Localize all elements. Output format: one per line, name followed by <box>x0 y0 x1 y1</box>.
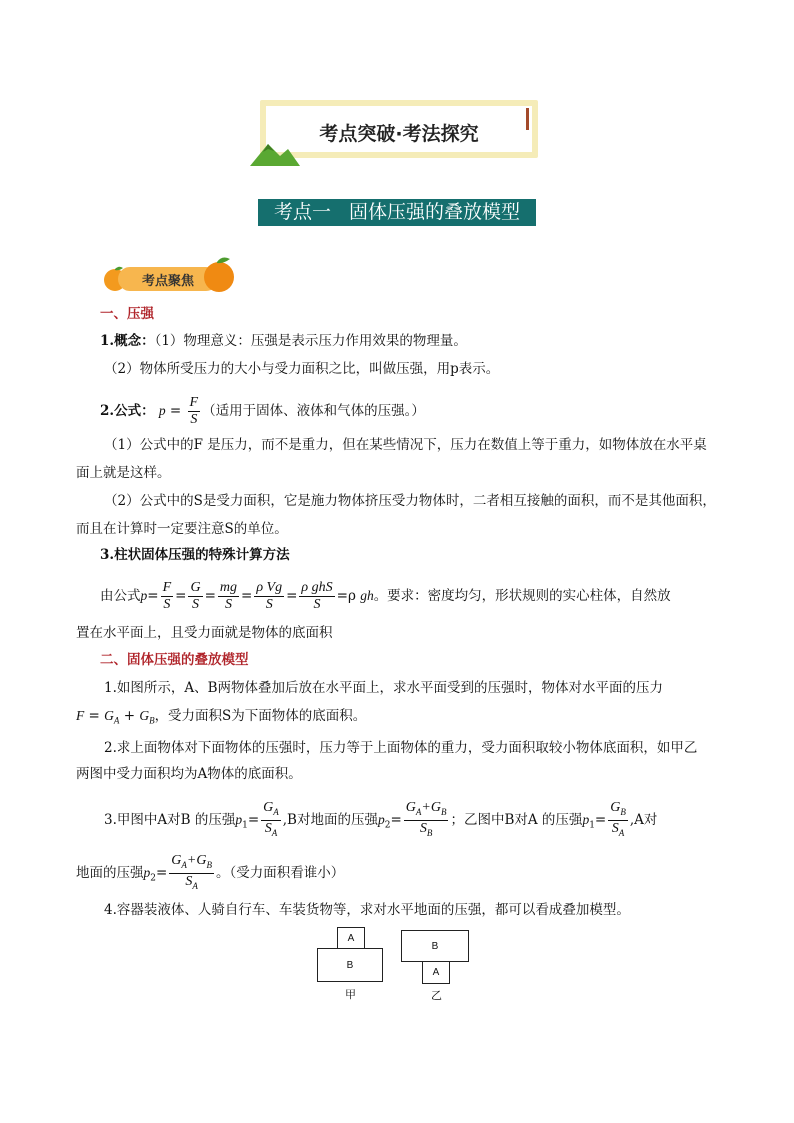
item3-line-a: 3.甲图中A对B 的压强$p_1=$ $\frac{G_A}{S_A}$ ,B对地面的压强$p_2=$ $\frac{G_A+G_B}{S_B}$ ；乙图中B对A 的压强$p_1=$ $\frac{G_B}{S_A}$ ,A对 <box>104 800 658 838</box>
item3-text-3: ；乙图中B对A 的压强 <box>450 811 583 828</box>
derive-end: 置在水平面上，且受力面就是物体的底面积 <box>76 625 333 641</box>
part1-heading: 一、压强 <box>100 306 154 322</box>
section-heading: 考点一 固体压强的叠放模型 <box>258 199 536 226</box>
item2-line-b: 两图中受力面积均为A物体的底面积。 <box>76 766 302 782</box>
derive-line: 由公式p= $\frac{F}{S}$ = $\frac{G}{S}$ = $\frac{mg}{S}$ = $\frac{\text{ρ Vg}}{S}$ = $\frac{\text{ρ ghS}}{S}$ =ρ gh。要求：密度均匀，形状规则的实心柱体，自然放 <box>100 580 671 612</box>
section-banner <box>260 100 538 158</box>
orange-icon <box>200 254 238 294</box>
concept-label: 1.概念： <box>100 333 155 349</box>
formula-line: 2.公式： p = $\frac{F}{S}$ （适用于固体、液体和气体的压强。） <box>100 395 425 427</box>
item2-line-a: 2.求上面物体对下面物体的压强时，压力等于上面物体的重力，受力面积取较小物体底面积，如甲乙 <box>104 740 698 756</box>
item3-text-4: ,A对 <box>629 811 658 828</box>
block-a-top: A <box>337 927 365 949</box>
note2-line-a: （2）公式中的S是受力面积，它是施力物体挤压受力物体时，二者相互接触的面积，而不是其他面积， <box>104 493 716 509</box>
item3-text-2: ,B对地面的压强 <box>282 811 378 828</box>
concept-text: （1）物理意义：压强是表示压力作用效果的物理量。 <box>154 333 467 349</box>
block-b-top: B <box>401 930 469 962</box>
concept-line <box>100 331 467 351</box>
block-a-bottom: A <box>422 961 450 984</box>
item1-line-a: 1.如图所示，A、B两物体叠加后放在水平面上，求水平面受到的压强时，物体对水平面的压力 <box>104 680 664 696</box>
derive-suffix: 。要求：密度均匀，形状规则的实心柱体，自然放 <box>373 588 671 604</box>
formula-note: （适用于固体、液体和气体的压强。） <box>202 403 425 419</box>
item1-suffix: ，受力面积S为下面物体的底面积。 <box>154 708 367 724</box>
item3-text-6: 。（受力面积看谁小） <box>215 864 345 881</box>
formula-fraction: $\frac{F}{S}$ <box>189 395 199 427</box>
special-label: 3.柱状固体压强的特殊计算方法 <box>100 547 290 563</box>
item3-text-5: 地面的压强 <box>76 864 144 881</box>
item3-line-b: 地面的压强$p_2=$ $\frac{G_A+G_B}{S_A}$ 。（受力面积看谁小） <box>76 853 345 891</box>
formula-label: 2.公式： <box>100 403 155 419</box>
focus-badge-label: 考点聚焦 <box>141 274 194 289</box>
caption-yi: 乙 <box>431 989 442 1002</box>
derive-prefix: 由公式 <box>100 588 141 604</box>
item4-line: 4.容器装液体、人骑自行车、车装货物等，求对水平地面的压强，都可以看成叠加模型。 <box>104 902 630 918</box>
mountain-icon <box>250 140 300 166</box>
part2-heading: 二、固体压强的叠放模型 <box>100 652 249 668</box>
concept-line-2: （2）物体所受压力的大小与受力面积之比，叫做压强，用p表示。 <box>104 361 500 377</box>
note1-line-b: 面上就是这样。 <box>76 465 171 481</box>
note1-line-a: （1）公式中的F 是压力，而不是重力，但在某些情况下，压力在数值上等于重力，如物体放在水平桌 <box>104 437 707 453</box>
caption-jia: 甲 <box>345 988 356 1001</box>
banner-accent-line <box>526 108 529 130</box>
note2-line-b: 而且在计算时一定要注意S的单位。 <box>76 521 288 537</box>
item1-line-b: $F = G_A + G_B$，受力面积S为下面物体的底面积。 <box>76 708 367 726</box>
banner-title: 考点突破·考法探究 <box>319 123 479 145</box>
item3-text-1: 3.甲图中A对B 的压强 <box>104 811 236 828</box>
block-b-bottom: B <box>317 948 383 982</box>
